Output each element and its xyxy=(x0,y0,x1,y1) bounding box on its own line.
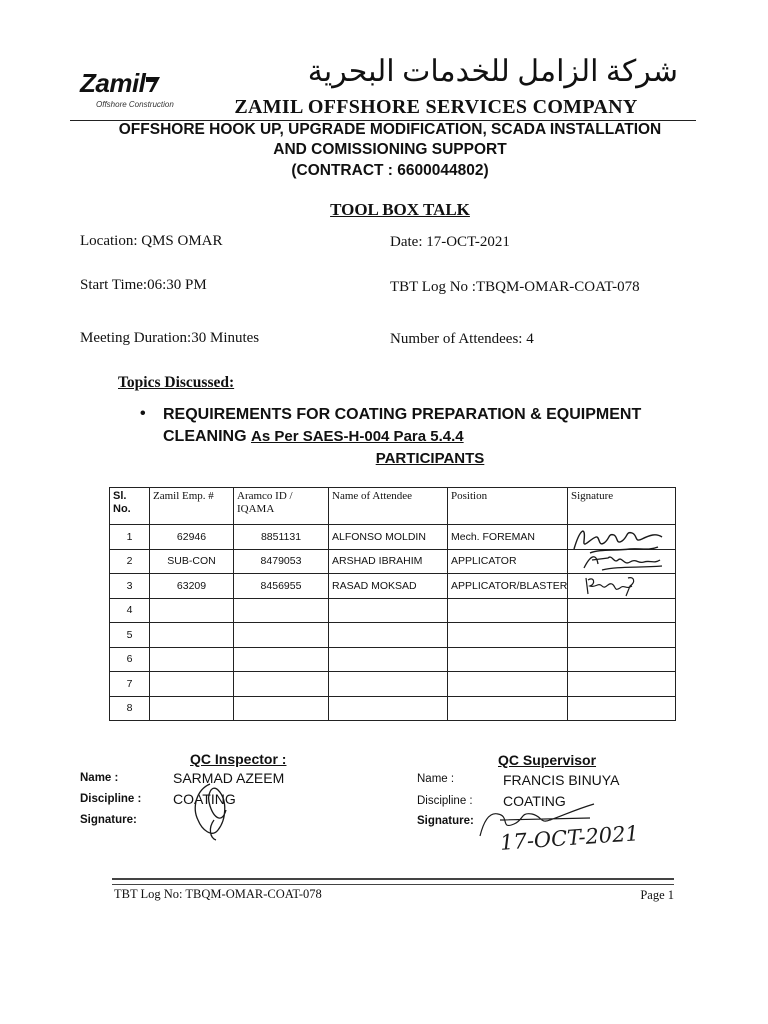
cell-name xyxy=(329,598,448,623)
cell-signature xyxy=(568,598,676,623)
cell-name: RASAD MOKSAD xyxy=(329,574,448,599)
project-title-line2: AND COMISSIONING SUPPORT xyxy=(273,141,507,158)
topics-heading: Topics Discussed: xyxy=(118,374,235,391)
table-row xyxy=(110,598,676,623)
cell-emp xyxy=(150,696,234,721)
qc-inspector-name: SARMAD AZEEM xyxy=(173,770,285,786)
page-number: Page 1 xyxy=(640,888,674,902)
cell-position xyxy=(448,672,568,697)
cell-name: ALFONSO MOLDIN xyxy=(329,525,448,550)
cell-name: ARSHAD IBRAHIM xyxy=(329,549,448,574)
cell-sl: 2 xyxy=(110,549,150,574)
cell-emp xyxy=(150,672,234,697)
qc-supervisor-name-label: Name : xyxy=(417,773,455,785)
cell-aramco xyxy=(234,696,329,721)
header-sl-no: Sl. No. xyxy=(110,488,150,525)
qc-inspector-signature-label: Signature: xyxy=(80,814,137,826)
company-logo xyxy=(80,68,161,99)
cell-sl: 8 xyxy=(110,696,150,721)
start-time-field: Start Time:06:30 PM xyxy=(80,277,207,293)
cell-name xyxy=(329,647,448,672)
participants-table xyxy=(109,487,676,721)
table-row xyxy=(110,672,676,697)
cell-position: APPLICATOR xyxy=(448,549,568,574)
logo-subtext: Offshore Construction xyxy=(96,100,174,109)
company-name: ZAMIL OFFSHORE SERVICES COMPANY xyxy=(234,96,638,118)
qc-supervisor-name: FRANCIS BINUYA xyxy=(503,772,620,788)
cell-aramco xyxy=(234,623,329,648)
cell-position xyxy=(448,696,568,721)
cell-aramco: 8456955 xyxy=(234,574,329,599)
cell-name xyxy=(329,623,448,648)
cell-emp xyxy=(150,623,234,648)
cell-signature xyxy=(568,525,676,550)
cell-aramco: 8851131 xyxy=(234,525,329,550)
handwritten-signature-3 xyxy=(582,574,652,598)
bullet-icon: • xyxy=(140,405,146,422)
tbt-log-field: TBT Log No :TBQM-OMAR-COAT-078 xyxy=(390,279,640,295)
header-zamil-emp: Zamil Emp. # xyxy=(150,488,234,525)
cell-sl: 7 xyxy=(110,672,150,697)
cell-sl: 5 xyxy=(110,623,150,648)
header-attendee-name: Name of Attendee xyxy=(329,488,448,525)
cell-name xyxy=(329,696,448,721)
table-row xyxy=(110,696,676,721)
header-signature: Signature xyxy=(568,488,676,525)
participants-heading: PARTICIPANTS xyxy=(375,450,485,467)
table-row xyxy=(110,525,676,550)
qc-inspector-discipline-label: Discipline : xyxy=(80,793,142,805)
cell-emp: 62946 xyxy=(150,525,234,550)
footer-log-number: TBT Log No: TBQM-OMAR-COAT-078 xyxy=(114,887,322,901)
table-row xyxy=(110,647,676,672)
cell-emp xyxy=(150,647,234,672)
arabic-company-name: شركة الزامل للخدمات البحرية xyxy=(307,55,678,88)
cell-position xyxy=(448,623,568,648)
cell-emp: SUB-CON xyxy=(150,549,234,574)
cell-position: Mech. FOREMAN xyxy=(448,525,568,550)
contract-number: (CONTRACT : 6600044802) xyxy=(291,162,489,179)
document-title: TOOL BOX TALK xyxy=(330,200,470,219)
footer-divider xyxy=(112,878,674,885)
logo-mark-icon xyxy=(145,74,161,94)
table-row xyxy=(110,574,676,599)
cell-position xyxy=(448,598,568,623)
cell-aramco xyxy=(234,647,329,672)
cell-position xyxy=(448,647,568,672)
duration-field: Meeting Duration:30 Minutes xyxy=(80,330,260,346)
project-title-line1: OFFSHORE HOOK UP, UPGRADE MODIFICATION, SCADA INSTALLATION xyxy=(118,121,662,138)
qc-inspector-signature xyxy=(188,780,238,844)
cell-sl: 4 xyxy=(110,598,150,623)
qc-supervisor-discipline-label: Discipline : xyxy=(417,795,473,807)
topic-text-line1: REQUIREMENTS FOR COATING PREPARATION & EQUIPMENT xyxy=(163,406,642,423)
cell-signature xyxy=(568,647,676,672)
cell-emp: 63209 xyxy=(150,574,234,599)
cell-signature xyxy=(568,696,676,721)
date-field: Date: 17-OCT-2021 xyxy=(390,234,510,250)
topic-text-line2 xyxy=(163,428,464,446)
table-row xyxy=(110,549,676,574)
cell-sl: 3 xyxy=(110,574,150,599)
logo-text: Zamil xyxy=(80,68,146,98)
qc-supervisor-signature-label: Signature: xyxy=(417,815,474,827)
cell-aramco xyxy=(234,598,329,623)
topic-reference: As Per SAES-H-004 Para 5.4.4 xyxy=(251,428,464,445)
handwritten-signature-2 xyxy=(578,548,682,574)
header-position: Position xyxy=(448,488,568,525)
header-aramco-id: Aramco ID / IQAMA xyxy=(234,488,329,525)
qc-supervisor-heading: QC Supervisor xyxy=(498,752,597,768)
qc-supervisor-handwritten-date: 17-OCT-2021 xyxy=(499,821,640,855)
cell-signature xyxy=(568,574,676,599)
table-row xyxy=(110,623,676,648)
cell-aramco xyxy=(234,672,329,697)
qc-inspector-heading: QC Inspector : xyxy=(190,751,287,767)
cell-emp xyxy=(150,598,234,623)
cell-signature xyxy=(568,549,676,574)
cell-signature xyxy=(568,623,676,648)
cell-aramco: 8479053 xyxy=(234,549,329,574)
qc-inspector-discipline: COATING xyxy=(173,791,236,807)
cell-name xyxy=(329,672,448,697)
location-field: Location: QMS OMAR xyxy=(80,233,223,249)
topic-text-prefix: CLEANING xyxy=(163,428,251,445)
attendees-field: Number of Attendees: 4 xyxy=(390,331,534,347)
qc-supervisor-discipline: COATING xyxy=(503,793,566,809)
cell-sl: 6 xyxy=(110,647,150,672)
cell-position: APPLICATOR/BLASTER xyxy=(448,574,568,599)
cell-signature xyxy=(568,672,676,697)
qc-inspector-name-label: Name : xyxy=(80,772,119,784)
cell-sl: 1 xyxy=(110,525,150,550)
